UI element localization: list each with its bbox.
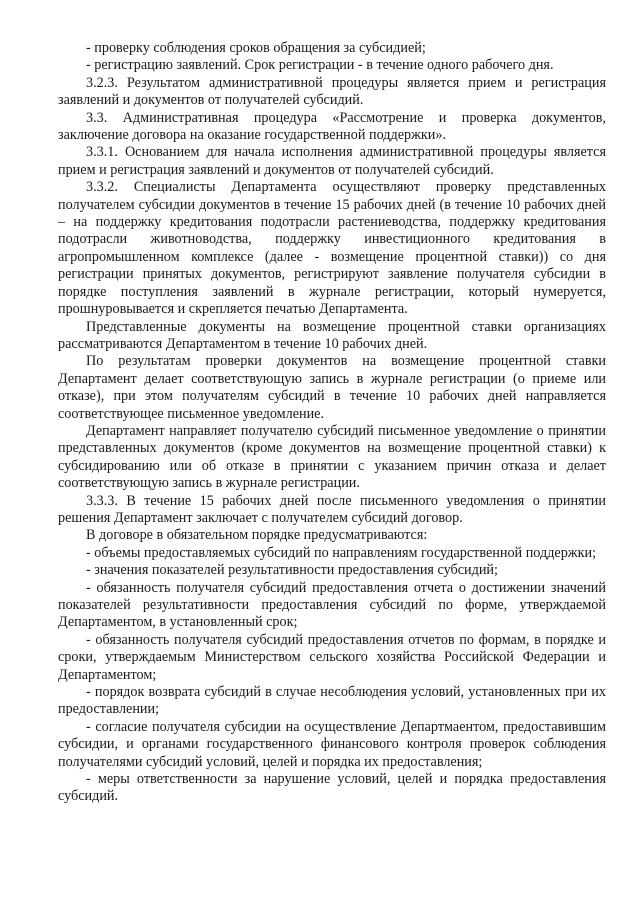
paragraph-3-2-3: 3.2.3. Результатом административной процедуры является прием и регистрация заявлений и документов от получателей субсидий.	[58, 74, 606, 109]
paragraph-check-deadlines: - проверку соблюдения сроков обращения за субсидией;	[86, 40, 426, 56]
paragraph-notification: Департамент направляет получателю субсидий письменное уведомление о принятии представленных документов (кроме документов на возмещение процентной ставки) к субсидированию или об отказе в принятии с указанием причин отказа и делает соответствующую запись в журнале регистрации.	[58, 422, 606, 492]
list-item-report-obligation: - обязанность получателя субсидий предоставления отчета о достижении значений показателей результативности предоставления субсидий по форме, утверждаемой Департаментом, в установленный срок;	[58, 579, 606, 631]
paragraph-3-3-3: 3.3.3. В течение 15 рабочих дней после письменного уведомления о принятии решения Департамент заключает с получателем субсидий договор.	[58, 492, 606, 526]
list-item-audit-consent: - согласие получателя субсидии на осуществление Департмаентом, предоставившим субсидии, и органами государственного финансового контроля проверок соблюдения получателями субсидий условий, целей и порядка их предоставления;	[58, 718, 606, 770]
paragraph-3-3: 3.3. Административная процедура «Рассмотрение и проверка документов, заключение договора на оказание государственной поддержки».	[58, 109, 606, 144]
document-body	[58, 40, 606, 806]
paragraph-review-results: По результатам проверки документов на возмещение процентной ставки Департамент делает соответствующую запись в журнале регистрации (о приеме или отказе), при этом получателям субсидий в течение 10 рабочих дней направляется соответствующее письменное уведомление.	[58, 353, 606, 422]
list-item-liability: - меры ответственности за нарушение условий, целей и порядка предоставления субсидий.	[58, 771, 606, 805]
list-item-reports-ministry: - обязанность получателя субсидий предоставления отчетов по формам, в порядке и сроки, утверждаемым Министерством сельского хозяйства Российской Федерации и Департаментом;	[58, 631, 606, 683]
list-item-refund-procedure: - порядок возврата субсидий в случае несоблюдения условий, установленных при их предоставлении;	[58, 684, 606, 718]
list-item-subsidy-volumes: - объемы предоставляемых субсидий по направлениям государственной поддержки;	[86, 544, 597, 561]
paragraph-interest-rate-docs: Представленные документы на возмещение процентной ставки организациях рассматриваются Департаментом в течение 10 рабочих дней.	[58, 318, 606, 352]
paragraph-3-3-2: 3.3.2. Специалисты Департамента осуществляют проверку представленных получателем субсидии документов в течение 15 рабочих дней (в течение 10 рабочих дней – на поддержку кредитования подотрасли растениеводства, поддержку кредитования подотрасли животноводства, поддержку инвестиционного кредитования в агропромышленном комплексе (далее - возмещение процентной ставки)) со дня регистрации принятых документов, регистрируют заявление получателя субсидии в порядке поступления заявлений в журнале регистрации, который нумеруется, прошнуровывается и скрепляется печатью Департамента.	[58, 179, 606, 318]
paragraph-registration: - регистрацию заявлений. Срок регистрации - в течение одного рабочего дня.	[86, 57, 554, 74]
list-item-performance-indicators: - значения показателей результативности предоставления субсидий;	[86, 562, 498, 579]
paragraph-contract-intro: В договоре в обязательном порядке предусматриваются:	[86, 527, 428, 544]
paragraph-3-3-1: 3.3.1. Основанием для начала исполнения административной процедуры является прием и регистрация заявлений и документов от получателей субсидий.	[58, 144, 606, 178]
